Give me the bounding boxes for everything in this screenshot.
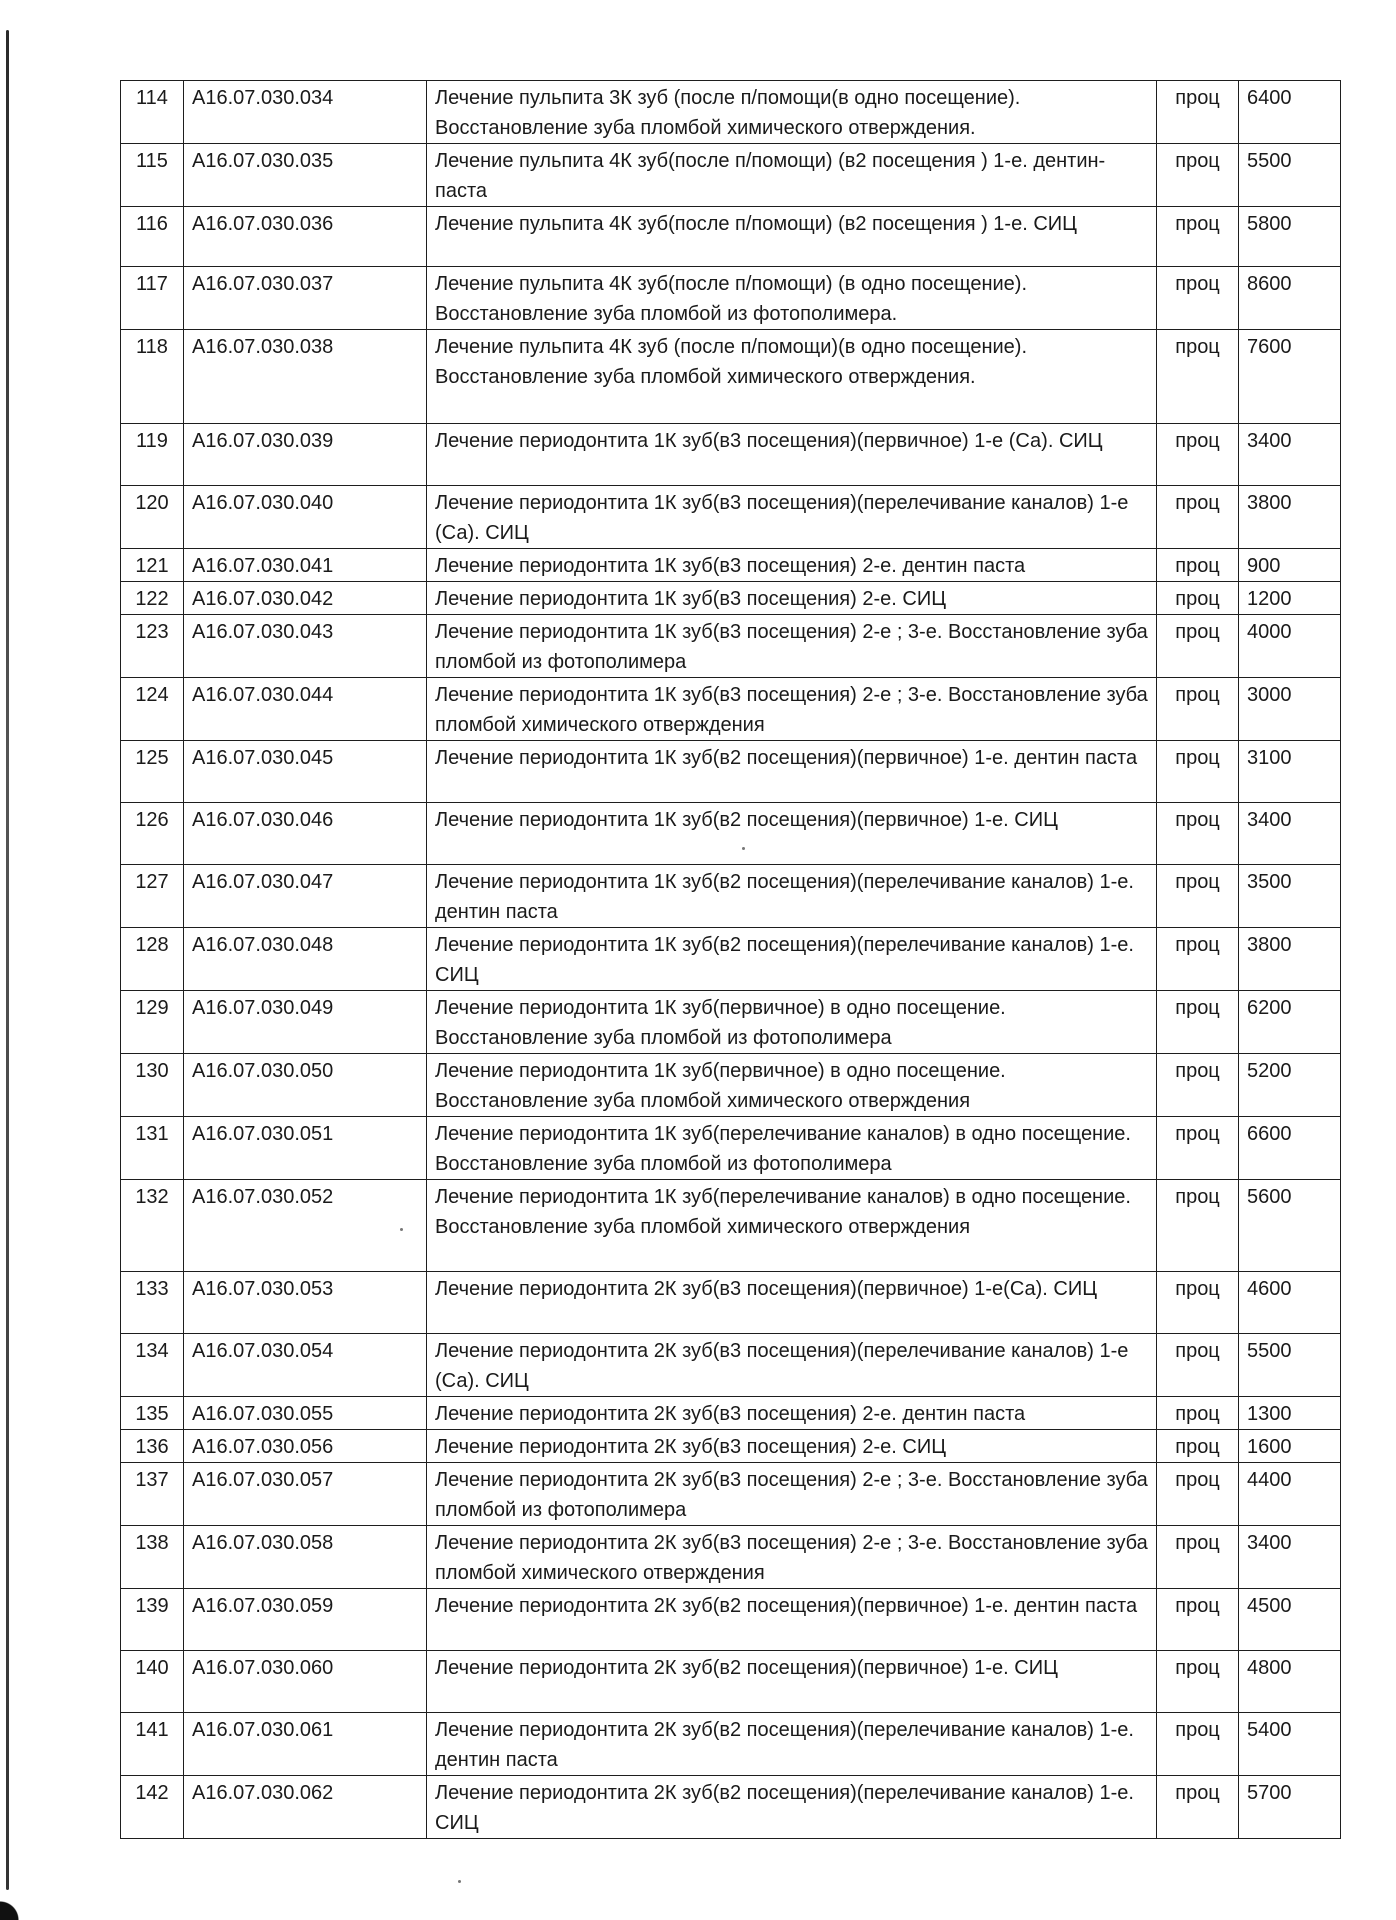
row-number-cell: 116 bbox=[121, 207, 184, 267]
table-row bbox=[121, 1430, 1341, 1463]
service-code-cell: А16.07.030.047 bbox=[184, 865, 427, 928]
service-description-cell: Лечение периодонтита 1К зуб(первичное) в одно посещение. Восстановление зуба пломбой из фотополимера bbox=[427, 991, 1157, 1054]
price-cell: 5600 bbox=[1239, 1180, 1341, 1272]
service-description-cell: Лечение периодонтита 1К зуб(в3 посещения) 2-е. СИЦ bbox=[427, 582, 1157, 615]
service-code-cell: А16.07.030.041 bbox=[184, 549, 427, 582]
table-row bbox=[121, 865, 1341, 928]
row-number-cell: 124 bbox=[121, 678, 184, 741]
price-cell: 3400 bbox=[1239, 424, 1341, 486]
price-cell: 7600 bbox=[1239, 330, 1341, 424]
service-code-cell: А16.07.030.049 bbox=[184, 991, 427, 1054]
table-row bbox=[121, 81, 1341, 144]
service-code-cell: А16.07.030.059 bbox=[184, 1589, 427, 1651]
service-description-cell: Лечение периодонтита 2К зуб(в3 посещения) 2-е ; 3-е. Восстановление зуба пломбой химического отверждения bbox=[427, 1526, 1157, 1589]
unit-cell: проц bbox=[1157, 1651, 1239, 1713]
service-description-cell: Лечение периодонтита 2К зуб(в3 посещения) 2-е. СИЦ bbox=[427, 1430, 1157, 1463]
row-number-cell: 129 bbox=[121, 991, 184, 1054]
service-code-cell: А16.07.030.050 bbox=[184, 1054, 427, 1117]
price-cell: 3400 bbox=[1239, 803, 1341, 865]
unit-cell: проц bbox=[1157, 330, 1239, 424]
unit-cell: проц bbox=[1157, 81, 1239, 144]
table-row bbox=[121, 741, 1341, 803]
row-number-cell: 142 bbox=[121, 1776, 184, 1839]
table-row bbox=[121, 582, 1341, 615]
unit-cell: проц bbox=[1157, 615, 1239, 678]
service-description-cell: Лечение периодонтита 1К зуб(первичное) в одно посещение. Восстановление зуба пломбой химического отверждения bbox=[427, 1054, 1157, 1117]
unit-cell: проц bbox=[1157, 1334, 1239, 1397]
row-number-cell: 139 bbox=[121, 1589, 184, 1651]
service-code-cell: А16.07.030.061 bbox=[184, 1713, 427, 1776]
unit-cell: проц bbox=[1157, 865, 1239, 928]
row-number-cell: 131 bbox=[121, 1117, 184, 1180]
table-row bbox=[121, 1180, 1341, 1272]
row-number-cell: 136 bbox=[121, 1430, 184, 1463]
service-code-cell: А16.07.030.058 bbox=[184, 1526, 427, 1589]
price-cell: 4500 bbox=[1239, 1589, 1341, 1651]
service-code-cell: А16.07.030.054 bbox=[184, 1334, 427, 1397]
price-cell: 900 bbox=[1239, 549, 1341, 582]
table-row bbox=[121, 330, 1341, 424]
price-cell: 5200 bbox=[1239, 1054, 1341, 1117]
service-code-cell: А16.07.030.034 bbox=[184, 81, 427, 144]
row-number-cell: 137 bbox=[121, 1463, 184, 1526]
service-description-cell: Лечение пульпита 4К зуб(после п/помощи) (в2 посещения ) 1-е. дентин-паста bbox=[427, 144, 1157, 207]
service-code-cell: А16.07.030.048 bbox=[184, 928, 427, 991]
service-code-cell: А16.07.030.035 bbox=[184, 144, 427, 207]
row-number-cell: 121 bbox=[121, 549, 184, 582]
price-cell: 6200 bbox=[1239, 991, 1341, 1054]
unit-cell: проц bbox=[1157, 991, 1239, 1054]
service-description-cell: Лечение периодонтита 1К зуб(в3 посещения) 2-е ; 3-е. Восстановление зуба пломбой химического отверждения bbox=[427, 678, 1157, 741]
service-description-cell: Лечение периодонтита 1К зуб(в3 посещения) 2-е. дентин паста bbox=[427, 549, 1157, 582]
scan-speck bbox=[742, 847, 745, 850]
table-row bbox=[121, 1651, 1341, 1713]
price-cell: 4600 bbox=[1239, 1272, 1341, 1334]
service-code-cell: А16.07.030.056 bbox=[184, 1430, 427, 1463]
service-code-cell: А16.07.030.057 bbox=[184, 1463, 427, 1526]
service-description-cell: Лечение периодонтита 1К зуб(в3 посещения)(перелечивание каналов) 1-е (Са). СИЦ bbox=[427, 486, 1157, 549]
unit-cell: проц bbox=[1157, 1117, 1239, 1180]
unit-cell: проц bbox=[1157, 1713, 1239, 1776]
unit-cell: проц bbox=[1157, 928, 1239, 991]
service-code-cell: А16.07.030.045 bbox=[184, 741, 427, 803]
price-cell: 5800 bbox=[1239, 207, 1341, 267]
unit-cell: проц bbox=[1157, 267, 1239, 330]
table-row bbox=[121, 1589, 1341, 1651]
unit-cell: проц bbox=[1157, 1463, 1239, 1526]
service-description-cell: Лечение периодонтита 1К зуб(в3 посещения) 2-е ; 3-е. Восстановление зуба пломбой из фотополимера bbox=[427, 615, 1157, 678]
price-cell: 5400 bbox=[1239, 1713, 1341, 1776]
row-number-cell: 127 bbox=[121, 865, 184, 928]
service-description-cell: Лечение периодонтита 1К зуб(в3 посещения)(первичное) 1-е (Са). СИЦ bbox=[427, 424, 1157, 486]
row-number-cell: 141 bbox=[121, 1713, 184, 1776]
scan-edge bbox=[6, 30, 9, 1890]
price-cell: 8600 bbox=[1239, 267, 1341, 330]
table-row bbox=[121, 991, 1341, 1054]
row-number-cell: 132 bbox=[121, 1180, 184, 1272]
service-code-cell: А16.07.030.053 bbox=[184, 1272, 427, 1334]
service-code-cell: А16.07.030.060 bbox=[184, 1651, 427, 1713]
unit-cell: проц bbox=[1157, 549, 1239, 582]
service-description-cell: Лечение периодонтита 2К зуб(в2 посещения)(первичное) 1-е. дентин паста bbox=[427, 1589, 1157, 1651]
unit-cell: проц bbox=[1157, 678, 1239, 741]
unit-cell: проц bbox=[1157, 1180, 1239, 1272]
service-code-cell: А16.07.030.046 bbox=[184, 803, 427, 865]
service-description-cell: Лечение пульпита 3К зуб (после п/помощи(в одно посещение). Восстановление зуба пломбой химического отверждения. bbox=[427, 81, 1157, 144]
row-number-cell: 115 bbox=[121, 144, 184, 207]
row-number-cell: 140 bbox=[121, 1651, 184, 1713]
scan-speck bbox=[458, 1880, 461, 1883]
unit-cell: проц bbox=[1157, 803, 1239, 865]
price-cell: 3800 bbox=[1239, 486, 1341, 549]
unit-cell: проц bbox=[1157, 424, 1239, 486]
scan-speck bbox=[400, 1228, 403, 1231]
service-description-cell: Лечение периодонтита 2К зуб(в3 посещения)(первичное) 1-е(Са). СИЦ bbox=[427, 1272, 1157, 1334]
table-row bbox=[121, 1334, 1341, 1397]
service-description-cell: Лечение периодонтита 2К зуб(в2 посещения)(первичное) 1-е. СИЦ bbox=[427, 1651, 1157, 1713]
service-description-cell: Лечение периодонтита 1К зуб(перелечивание каналов) в одно посещение. Восстановление зуба пломбой из фотополимера bbox=[427, 1117, 1157, 1180]
table-row bbox=[121, 928, 1341, 991]
service-code-cell: А16.07.030.044 bbox=[184, 678, 427, 741]
unit-cell: проц bbox=[1157, 1272, 1239, 1334]
service-description-cell: Лечение пульпита 4К зуб(после п/помощи) (в одно посещение). Восстановление зуба пломбой из фотополимера. bbox=[427, 267, 1157, 330]
row-number-cell: 123 bbox=[121, 615, 184, 678]
service-description-cell: Лечение пульпита 4К зуб(после п/помощи) (в2 посещения ) 1-е. СИЦ bbox=[427, 207, 1157, 267]
service-code-cell: А16.07.030.037 bbox=[184, 267, 427, 330]
table-row bbox=[121, 144, 1341, 207]
table-row bbox=[121, 803, 1341, 865]
price-cell: 3400 bbox=[1239, 1526, 1341, 1589]
service-code-cell: А16.07.030.036 bbox=[184, 207, 427, 267]
row-number-cell: 119 bbox=[121, 424, 184, 486]
service-description-cell: Лечение периодонтита 1К зуб(перелечивание каналов) в одно посещение. Восстановление зуба пломбой химического отверждения bbox=[427, 1180, 1157, 1272]
table-row bbox=[121, 1054, 1341, 1117]
row-number-cell: 125 bbox=[121, 741, 184, 803]
price-list-table bbox=[120, 80, 1341, 1839]
unit-cell: проц bbox=[1157, 207, 1239, 267]
table-row bbox=[121, 207, 1341, 267]
service-code-cell: А16.07.030.062 bbox=[184, 1776, 427, 1839]
table-row bbox=[121, 267, 1341, 330]
row-number-cell: 138 bbox=[121, 1526, 184, 1589]
price-cell: 4400 bbox=[1239, 1463, 1341, 1526]
price-cell: 1300 bbox=[1239, 1397, 1341, 1430]
table-row bbox=[121, 1397, 1341, 1430]
unit-cell: проц bbox=[1157, 741, 1239, 803]
row-number-cell: 122 bbox=[121, 582, 184, 615]
row-number-cell: 135 bbox=[121, 1397, 184, 1430]
table-row bbox=[121, 424, 1341, 486]
row-number-cell: 134 bbox=[121, 1334, 184, 1397]
service-description-cell: Лечение периодонтита 1К зуб(в2 посещения)(первичное) 1-е. дентин паста bbox=[427, 741, 1157, 803]
unit-cell: проц bbox=[1157, 1054, 1239, 1117]
price-cell: 5700 bbox=[1239, 1776, 1341, 1839]
unit-cell: проц bbox=[1157, 1526, 1239, 1589]
table-row bbox=[121, 1526, 1341, 1589]
table-row bbox=[121, 1776, 1341, 1839]
unit-cell: проц bbox=[1157, 1430, 1239, 1463]
service-description-cell: Лечение периодонтита 2К зуб(в3 посещения) 2-е. дентин паста bbox=[427, 1397, 1157, 1430]
unit-cell: проц bbox=[1157, 582, 1239, 615]
service-description-cell: Лечение периодонтита 1К зуб(в2 посещения)(перелечивание каналов) 1-е. дентин паста bbox=[427, 865, 1157, 928]
service-description-cell: Лечение периодонтита 1К зуб(в2 посещения)(перелечивание каналов) 1-е. СИЦ bbox=[427, 928, 1157, 991]
table-row bbox=[121, 615, 1341, 678]
service-description-cell: Лечение пульпита 4К зуб (после п/помощи)(в одно посещение). Восстановление зуба пломбой химического отверждения. bbox=[427, 330, 1157, 424]
price-cell: 3000 bbox=[1239, 678, 1341, 741]
row-number-cell: 128 bbox=[121, 928, 184, 991]
table-row bbox=[121, 1713, 1341, 1776]
unit-cell: проц bbox=[1157, 1589, 1239, 1651]
price-cell: 3800 bbox=[1239, 928, 1341, 991]
service-code-cell: А16.07.030.040 bbox=[184, 486, 427, 549]
table-row bbox=[121, 678, 1341, 741]
service-description-cell: Лечение периодонтита 2К зуб(в3 посещения) 2-е ; 3-е. Восстановление зуба пломбой из фотополимера bbox=[427, 1463, 1157, 1526]
price-cell: 1600 bbox=[1239, 1430, 1341, 1463]
service-description-cell: Лечение периодонтита 1К зуб(в2 посещения)(первичное) 1-е. СИЦ bbox=[427, 803, 1157, 865]
service-code-cell: А16.07.030.038 bbox=[184, 330, 427, 424]
service-description-cell: Лечение периодонтита 2К зуб(в2 посещения)(перелечивание каналов) 1-е. СИЦ bbox=[427, 1776, 1157, 1839]
row-number-cell: 133 bbox=[121, 1272, 184, 1334]
table-row bbox=[121, 1117, 1341, 1180]
service-code-cell: А16.07.030.052 bbox=[184, 1180, 427, 1272]
row-number-cell: 120 bbox=[121, 486, 184, 549]
unit-cell: проц bbox=[1157, 1776, 1239, 1839]
unit-cell: проц bbox=[1157, 486, 1239, 549]
price-cell: 3100 bbox=[1239, 741, 1341, 803]
table-row bbox=[121, 486, 1341, 549]
price-cell: 5500 bbox=[1239, 144, 1341, 207]
table-row bbox=[121, 549, 1341, 582]
service-code-cell: А16.07.030.043 bbox=[184, 615, 427, 678]
price-cell: 3500 bbox=[1239, 865, 1341, 928]
service-code-cell: А16.07.030.039 bbox=[184, 424, 427, 486]
price-list-body bbox=[121, 81, 1341, 1839]
service-description-cell: Лечение периодонтита 2К зуб(в2 посещения)(перелечивание каналов) 1-е. дентин паста bbox=[427, 1713, 1157, 1776]
price-cell: 5500 bbox=[1239, 1334, 1341, 1397]
row-number-cell: 130 bbox=[121, 1054, 184, 1117]
table-row bbox=[121, 1463, 1341, 1526]
row-number-cell: 114 bbox=[121, 81, 184, 144]
table-row bbox=[121, 1272, 1341, 1334]
price-cell: 1200 bbox=[1239, 582, 1341, 615]
price-cell: 4800 bbox=[1239, 1651, 1341, 1713]
service-code-cell: А16.07.030.042 bbox=[184, 582, 427, 615]
service-description-cell: Лечение периодонтита 2К зуб(в3 посещения)(перелечивание каналов) 1-е (Са). СИЦ bbox=[427, 1334, 1157, 1397]
unit-cell: проц bbox=[1157, 1397, 1239, 1430]
row-number-cell: 118 bbox=[121, 330, 184, 424]
unit-cell: проц bbox=[1157, 144, 1239, 207]
row-number-cell: 126 bbox=[121, 803, 184, 865]
service-code-cell: А16.07.030.051 bbox=[184, 1117, 427, 1180]
price-cell: 6400 bbox=[1239, 81, 1341, 144]
scan-corner-shadow bbox=[0, 1890, 40, 1920]
service-code-cell: А16.07.030.055 bbox=[184, 1397, 427, 1430]
price-cell: 6600 bbox=[1239, 1117, 1341, 1180]
row-number-cell: 117 bbox=[121, 267, 184, 330]
price-cell: 4000 bbox=[1239, 615, 1341, 678]
